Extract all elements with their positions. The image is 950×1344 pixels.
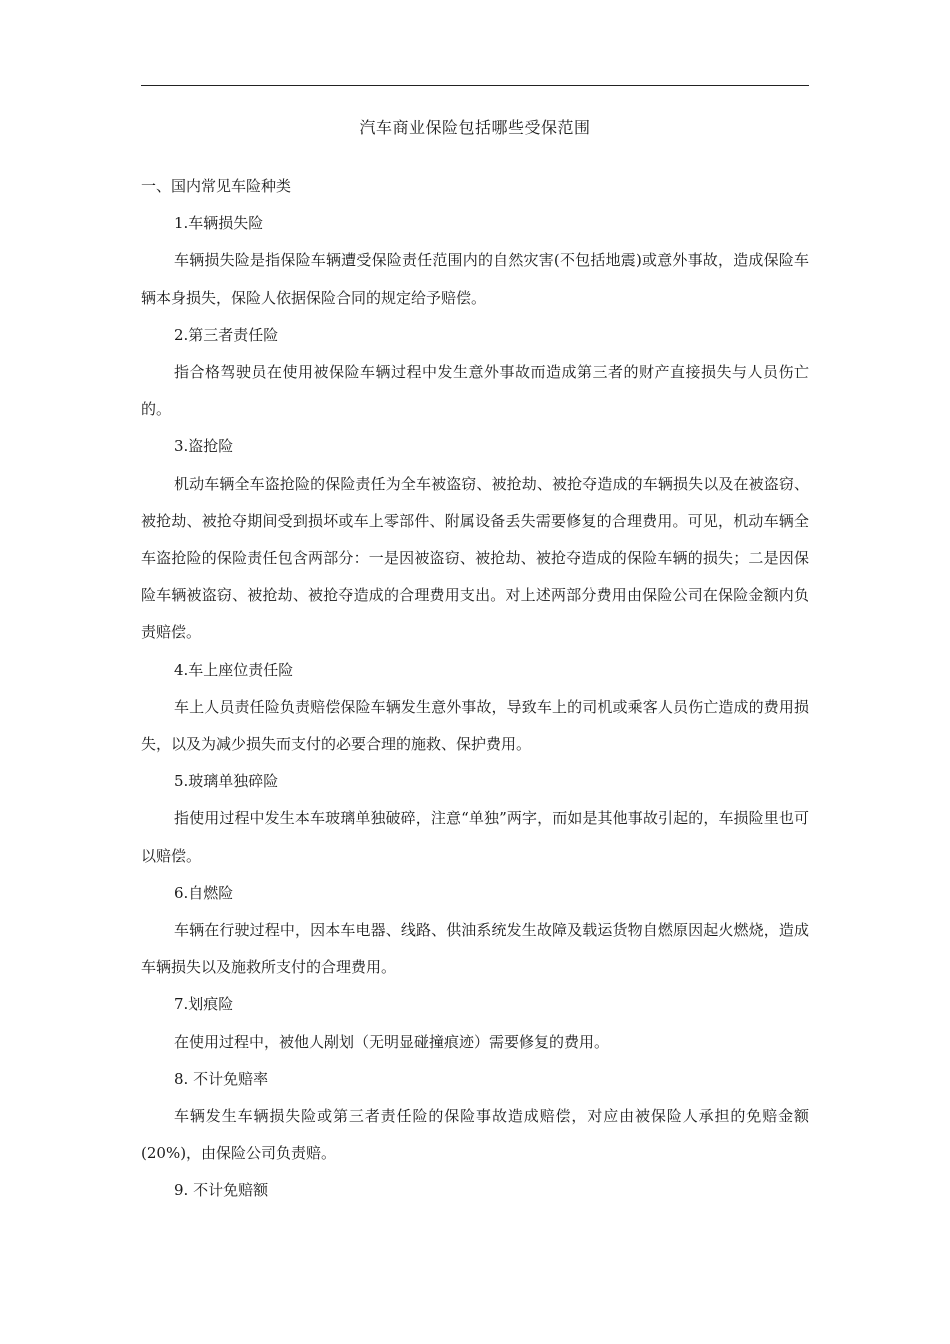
item-title-seat-liability: 4.车上座位责任险 (174, 660, 294, 679)
section-heading: 一、国内常见车险种类 (141, 177, 292, 195)
paragraph-theft: 机动车辆全车盗抢险的保险责任为全车被盗窃、被抢劫、被抢夺造成的车辆损失以及在被盗窃、被抢劫、被抢夺期间受到损坏或车上零部件、附属设备丢失需要修复的合理费用。可见，机动车辆全车盗抢险的保险责任包含两部分：一是因被盗窃、被抢劫、被抢夺造成的保险车辆的损失；二是因保险车辆被盗窃、被抢劫、被抢夺造成的合理费用支出。对上述两部分费用由保险公司在保险金额内负责赔偿。 (141, 474, 809, 642)
item-title-self-ignition: 6.自燃险 (174, 883, 234, 902)
paragraph-vehicle-damage: 车辆损失险是指保险车辆遭受保险责任范围内的自然灾害(不包括地震)或意外事故，造成保险车辆本身损失，保险人依据保险合同的规定给予赔偿。 (141, 251, 809, 307)
item-title-third-party: 2.第三者责任险 (174, 325, 279, 344)
paragraph-self-ignition: 车辆在行驶过程中，因本车电器、线路、供油系统发生故障及载运货物自燃原因起火燃烧，造成车辆损失以及施救所支付的合理费用。 (141, 921, 809, 977)
item-title-deductible-rate: 8. 不计免赔率 (174, 1069, 269, 1088)
paragraph-scratch: 在使用过程中，被他人剐划（无明显碰撞痕迹）需要修复的费用。 (174, 1032, 610, 1051)
document-body (141, 168, 809, 1210)
document-title: 汽车商业保险包括哪些受保范围 (359, 118, 591, 137)
paragraph-glass-breakage: 指使用过程中发生本车玻璃单独破碎，注意“单独”两字，而如是其他事故引起的，车损险里也可以赔偿。 (141, 809, 809, 865)
item-title-deductible-amount: 9. 不计免赔额 (174, 1181, 269, 1200)
paragraph-third-party: 指合格驾驶员在使用被保险车辆过程中发生意外事故而造成第三者的财产直接损失与人员伤亡的。 (141, 363, 809, 419)
item-title-scratch: 7.划痕险 (174, 995, 234, 1014)
item-title-glass-breakage: 5.玻璃单独碎险 (174, 772, 279, 791)
paragraph-seat-liability: 车上人员责任险负责赔偿保险车辆发生意外事故，导致车上的司机或乘客人员伤亡造成的费用损失，以及为减少损失而支付的必要合理的施救、保护费用。 (141, 697, 809, 754)
item-title-theft: 3.盗抢险 (174, 437, 234, 456)
paragraph-deductible-rate: 车辆发生车辆损失险或第三者责任险的保险事故造成赔偿，对应由被保险人承担的免赔金额(20%)，由保险公司负责赔。 (141, 1107, 809, 1163)
item-title-vehicle-damage: 1.车辆损失险 (174, 214, 264, 233)
header-rule (141, 85, 809, 86)
